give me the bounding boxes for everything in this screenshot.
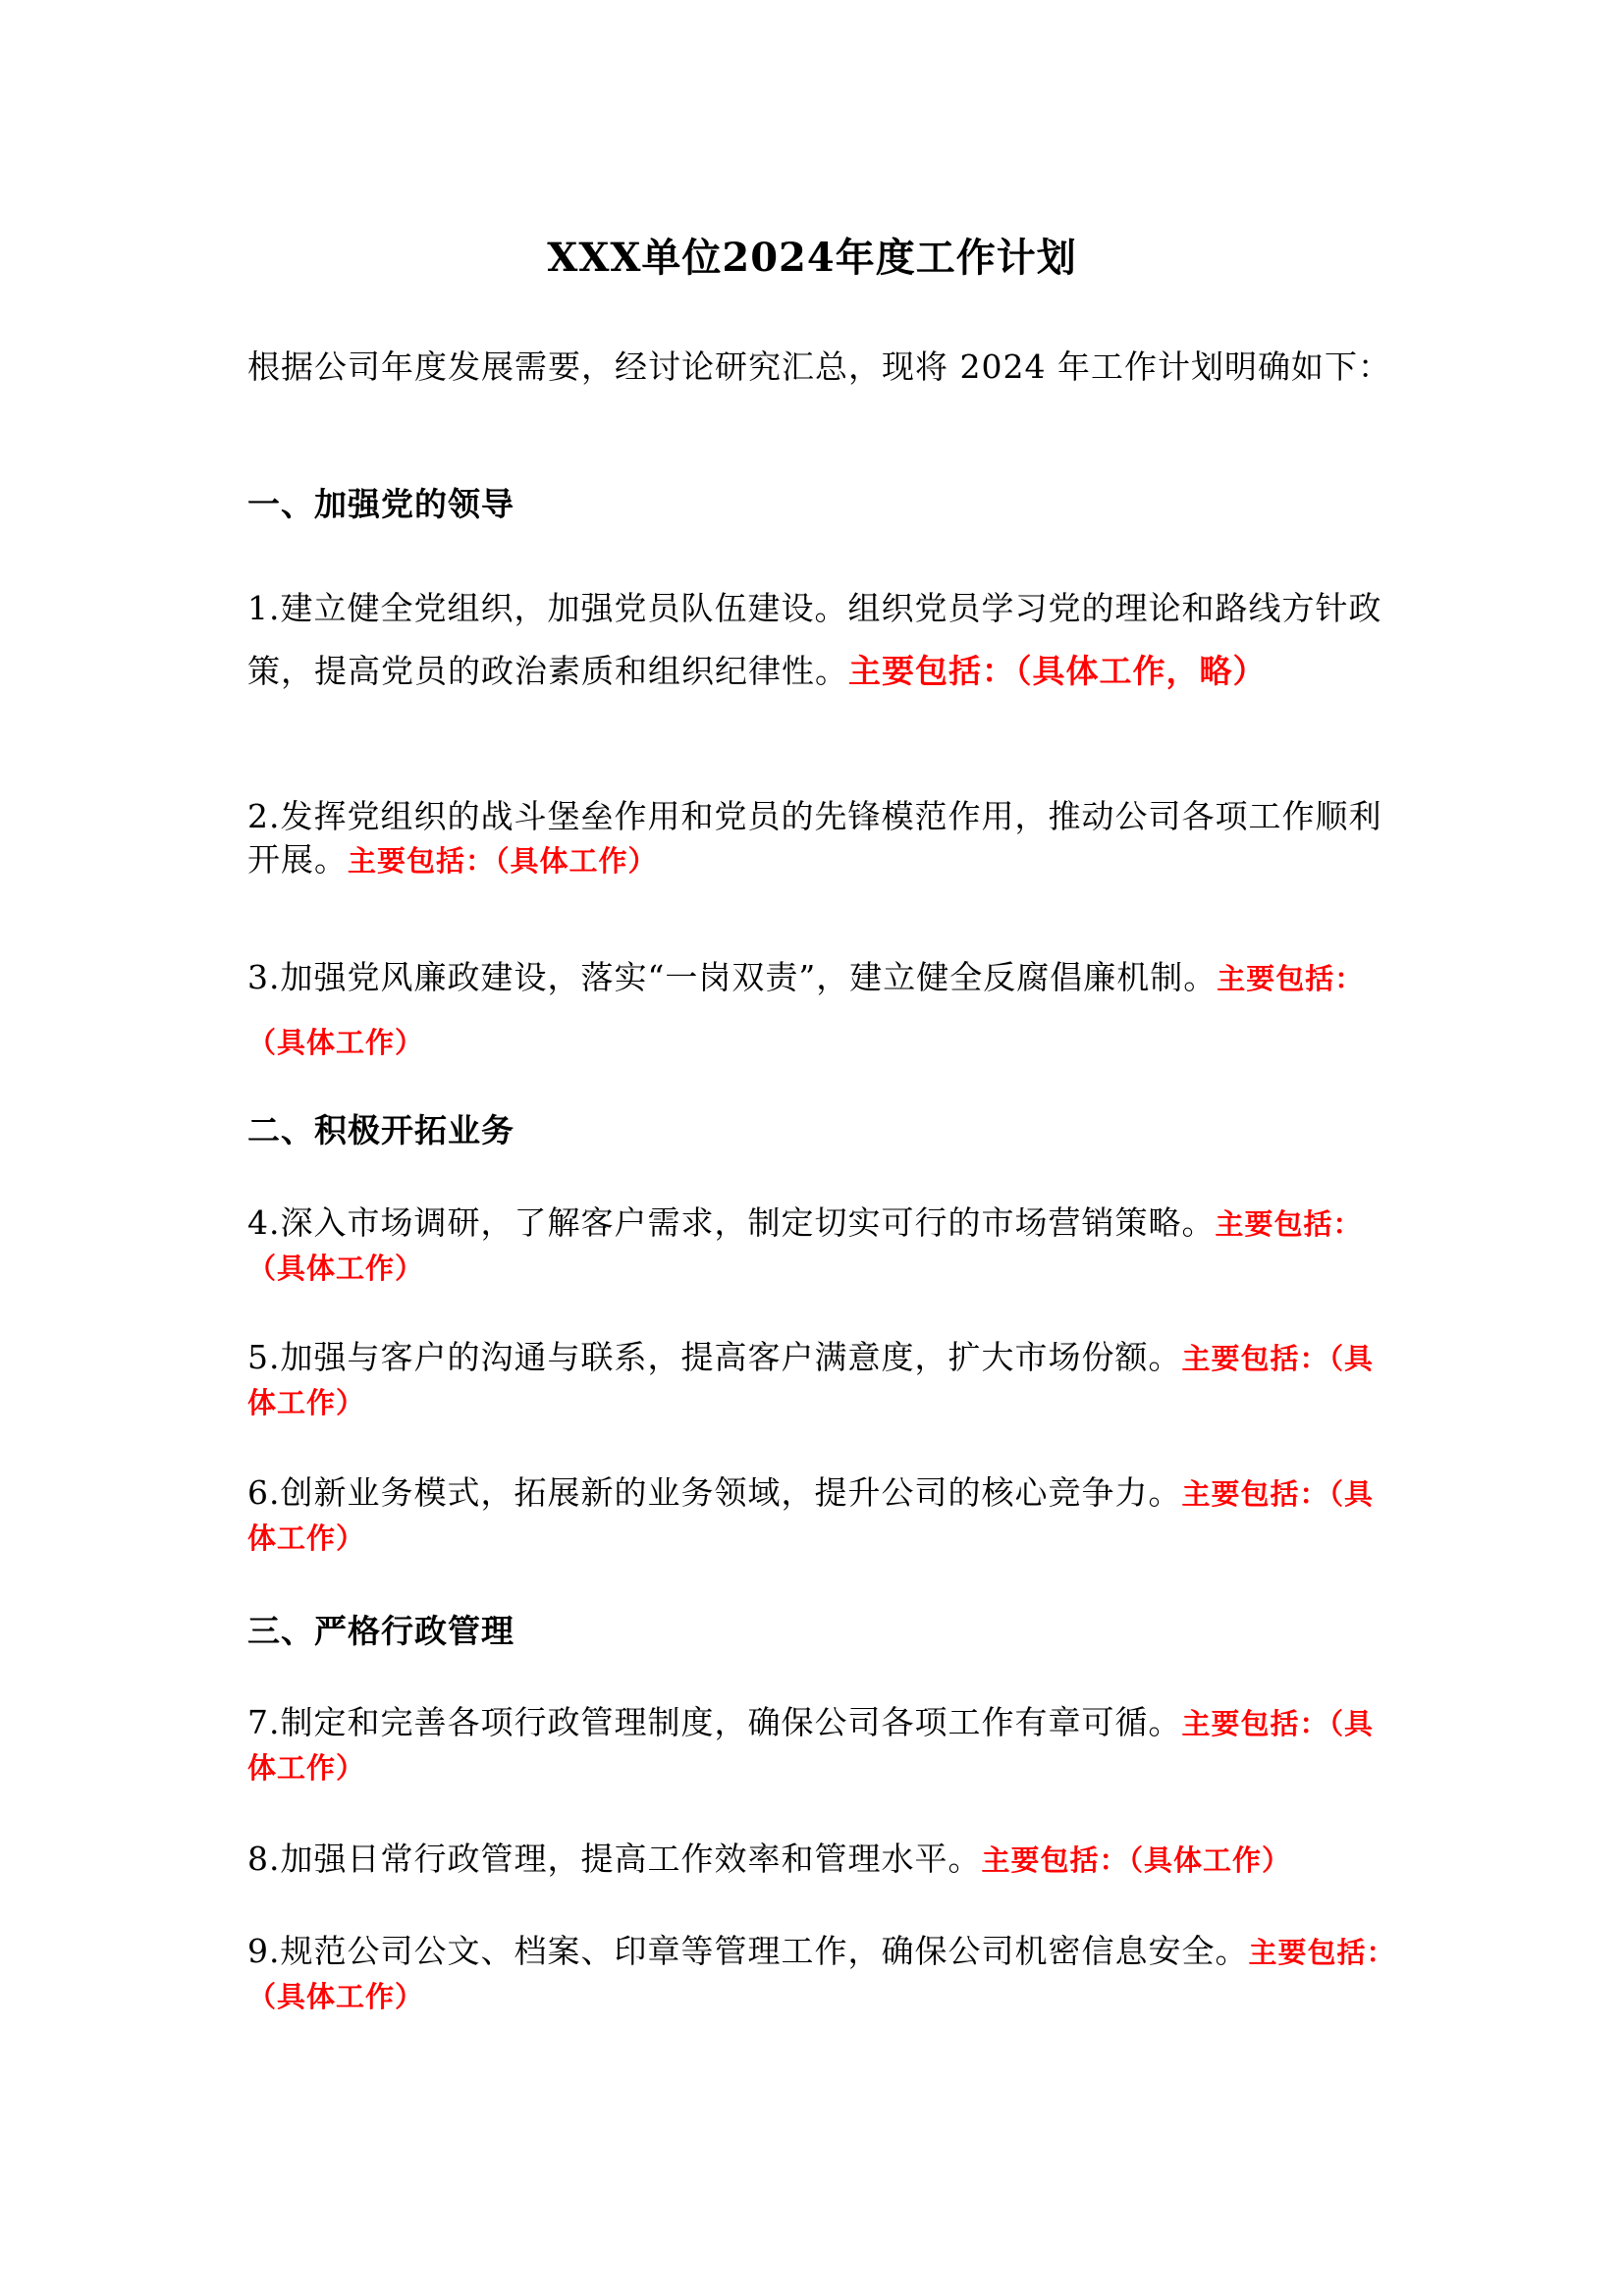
plan-item-note: 主要包括：（具体工作） (348, 844, 658, 878)
plan-item-text: 2.发挥党组织的战斗堡垒作用和党员的先锋模范作用，推动公司各项工作顺利开展。 (247, 797, 1382, 879)
plan-item-note: 主要包括：（具体工作） (247, 1207, 1363, 1285)
plan-item-note: 主要包括：（具体工作） (981, 1843, 1292, 1877)
plan-item-text: 7.制定和完善各项行政管理制度，确保公司各项工作有章可循。 (247, 1703, 1182, 1741)
plan-item-6 (247, 1471, 1401, 1560)
plan-item-note: 主要包括：（具体工作） (247, 962, 1365, 1059)
plan-item-5 (247, 1336, 1401, 1424)
plan-item-8 (247, 1838, 1401, 1882)
plan-item-2 (247, 795, 1401, 882)
plan-item-1 (247, 577, 1401, 703)
plan-item-text: 8.加强日常行政管理，提高工作效率和管理水平。 (247, 1840, 982, 1878)
plan-item-9 (247, 1930, 1401, 2018)
plan-item-3 (247, 946, 1401, 1074)
section-heading-business-development: 二、积极开拓业务 (247, 1111, 514, 1149)
plan-item-text: 6.创新业务模式，拓展新的业务领域，提升公司的核心竞争力。 (247, 1473, 1182, 1512)
section-heading-administration: 三、严格行政管理 (247, 1612, 514, 1650)
plan-item-text: 3.加强党风廉政建设，落实“一岗双责”，建立健全反腐倡廉机制。 (247, 958, 1218, 996)
plan-item-note: 主要包括：（具体工作） (247, 1707, 1375, 1785)
plan-item-note: 主要包括：（具体工作） (247, 1477, 1375, 1555)
plan-item-7 (247, 1701, 1401, 1789)
plan-item-text: 9.规范公司公文、档案、印章等管理工作，确保公司机密信息安全。 (247, 1932, 1249, 1970)
document-title: XXX单位2024年度工作计划 (547, 235, 1077, 281)
plan-item-note: 主要包括：（具体工作，略） (848, 652, 1267, 690)
plan-item-4 (247, 1201, 1401, 1290)
intro-paragraph: 根据公司年度发展需要，经讨论研究汇总，现将 2024 年工作计划明确如下： (247, 347, 1391, 386)
plan-item-text: 4.深入市场调研，了解客户需求，制定切实可行的市场营销策略。 (247, 1203, 1216, 1242)
plan-item-text: 1.建立健全党组织，加强党员队伍建设。组织党员学习党的理论和路线方针政策，提高党员的政治素质和组织纪律性。 (247, 589, 1382, 690)
plan-item-text: 5.加强与客户的沟通与联系，提高客户满意度，扩大市场份额。 (247, 1338, 1182, 1376)
plan-item-note: 主要包括：（具体工作） (247, 1342, 1375, 1419)
plan-item-note: 主要包括：（具体工作） (247, 1936, 1396, 2013)
section-heading-party-leadership: 一、加强党的领导 (247, 485, 514, 523)
